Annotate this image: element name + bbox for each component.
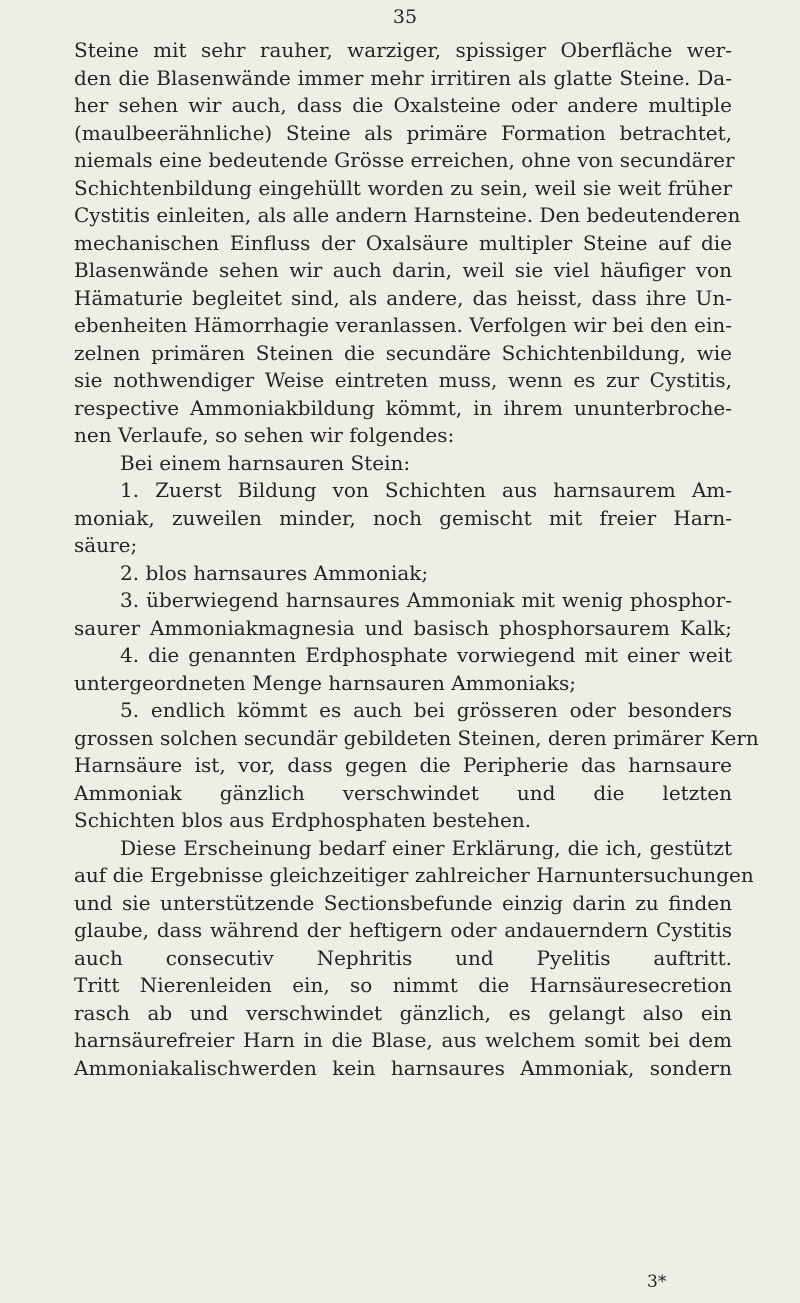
list-item: 3. überwiegend harnsaures Ammoniak mit wenig phosphor- bbox=[120, 588, 732, 612]
text-line: Tritt Nierenleiden ein, so nimmt die Harnsäuresecretion bbox=[74, 973, 732, 997]
text-line: her sehen wir auch, dass die Oxalsteine oder andere multiple bbox=[74, 93, 732, 117]
text-line: Diese Erscheinung bedarf einer Erklärung, die ich, gestützt bbox=[120, 835, 732, 860]
signature-mark: 3* bbox=[647, 1272, 667, 1292]
page-number: 35 bbox=[392, 6, 418, 28]
text-line: (maulbeerähnliche) Steine als primäre Formation betrachtet, bbox=[74, 120, 732, 145]
text-line: Cystitis einleiten, als alle andern Harnsteine. Den bedeutenderen bbox=[74, 203, 741, 227]
text-line: ebenheiten Hämorrhagie veranlassen. Verfolgen wir bei den ein- bbox=[74, 313, 732, 337]
text-line: Schichten blos aus Erdphosphaten bestehen. bbox=[74, 808, 532, 832]
text-line: Bei einem harnsauren Stein: bbox=[120, 450, 411, 475]
text-line: Ammoniakalischwerden kein harnsaures Ammoniak, sondern bbox=[74, 1055, 732, 1080]
text-line: respective Ammoniakbildung kömmt, in ihrem ununterbroche- bbox=[74, 395, 732, 420]
text-line: mechanischen Einfluss der Oxalsäure multipler Steine auf die bbox=[74, 230, 732, 255]
text-line: nen Verlaufe, so sehen wir folgendes: bbox=[74, 423, 455, 447]
text-line: Ammoniak gänzlich verschwindet und die letzten bbox=[74, 780, 732, 805]
text-line: rasch ab und verschwindet gänzlich, es gelangt also ein bbox=[74, 1000, 732, 1025]
text-line: harnsäurefreier Harn in die Blase, aus welchem somit bei dem bbox=[74, 1028, 732, 1052]
text-line: moniak, zuweilen minder, noch gemischt mit freier Harn- bbox=[74, 505, 732, 530]
text-line: grossen solchen secundär gebildeten Steinen, deren primärer Kern bbox=[74, 725, 759, 750]
text-line: Schichtenbildung eingehüllt worden zu sein, weil sie weit früher bbox=[74, 175, 732, 200]
text-line: niemals eine bedeutende Grösse erreichen, ohne von secundärer bbox=[74, 148, 735, 172]
text-line: sie nothwendiger Weise eintreten muss, wenn es zur Cystitis, bbox=[74, 368, 732, 392]
list-item: 2. blos harnsaures Ammoniak; bbox=[120, 560, 429, 585]
list-item: 5. endlich kömmt es auch bei grösseren oder besonders bbox=[120, 698, 732, 722]
text-line: untergeordneten Menge harnsauren Ammoniaks; bbox=[74, 670, 576, 695]
text-line: Steine mit sehr rauher, warziger, spissiger Oberfläche wer- bbox=[74, 38, 732, 62]
text-line: Blasenwände sehen wir auch darin, weil sie viel häufiger von bbox=[74, 258, 732, 282]
body-text bbox=[74, 37, 759, 1082]
text-line: zelnen primären Steinen die secundäre Schichtenbildung, wie bbox=[74, 340, 732, 365]
text-line: und sie unterstützende Sectionsbefunde einzig darin zu finden bbox=[74, 890, 732, 915]
text-line: auch consecutiv Nephritis und Pyelitis auftritt. bbox=[74, 945, 732, 970]
text-line: auf die Ergebnisse gleichzeitiger zahlreicher Harnuntersuchungen bbox=[74, 863, 754, 887]
text-line: Hämaturie begleitet sind, als andere, das heisst, dass ihre Un- bbox=[74, 285, 732, 310]
text-line: glaube, dass während der heftigern oder andauerndern Cystitis bbox=[74, 918, 732, 942]
text-line: den die Blasenwände immer mehr irritiren als glatte Steine. Da- bbox=[74, 65, 732, 90]
text-line: Harnsäure ist, vor, dass gegen die Peripherie das harnsaure bbox=[74, 753, 732, 777]
list-item: 1. Zuerst Bildung von Schichten aus harnsaurem Am- bbox=[120, 478, 732, 502]
text-line: säure; bbox=[74, 533, 138, 557]
text-line: saurer Ammoniakmagnesia und basisch phosphorsaurem Kalk; bbox=[74, 615, 732, 640]
list-item: 4. die genannten Erdphosphate vorwiegend mit einer weit bbox=[120, 643, 732, 667]
